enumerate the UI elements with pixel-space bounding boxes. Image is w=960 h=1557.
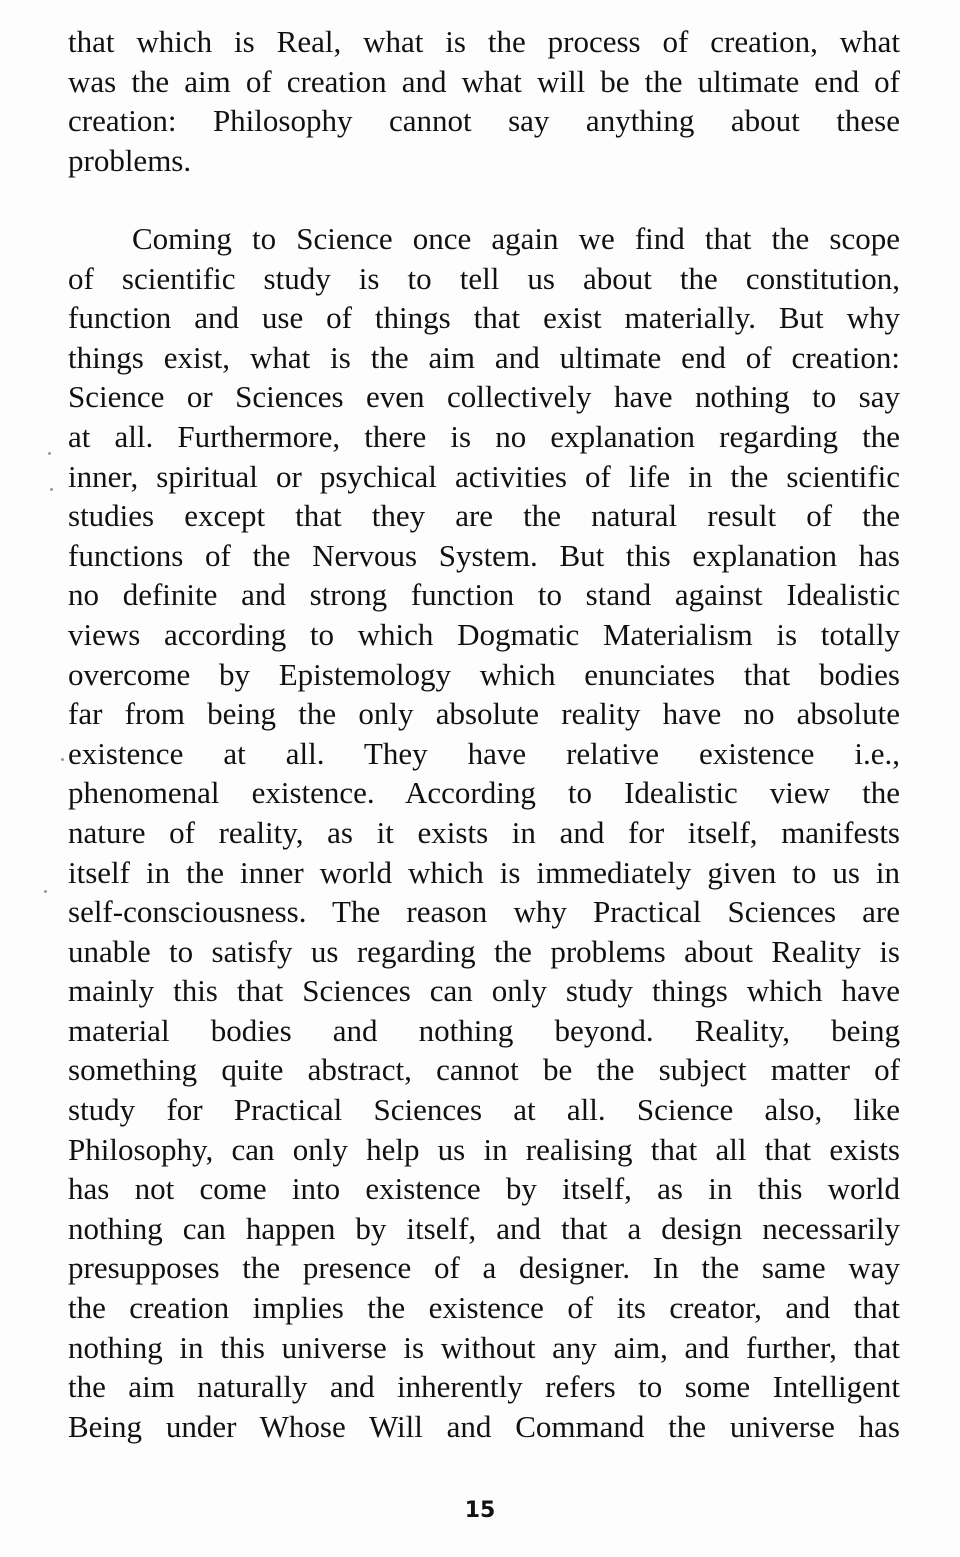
text-line: studies except that they are the natural result of the	[68, 498, 900, 534]
text-line: function and use of things that exist materially. But why	[68, 300, 900, 336]
text-line: inner, spiritual or psychical activities of life in the scientific	[68, 458, 900, 494]
scan-speck	[50, 488, 53, 491]
text-line: itself in the inner world which is immediately given to us in	[68, 854, 900, 890]
scan-speck	[44, 890, 47, 893]
text-line: no definite and strong function to stand against Idealistic	[68, 577, 900, 613]
text-line: nature of reality, as it exists in and for itself, manifests	[68, 814, 900, 850]
text-line: the aim naturally and inherently refers to some Intelligent	[68, 1369, 900, 1405]
text-line: things exist, what is the aim and ultimate end of creation:	[68, 339, 900, 375]
text-line: far from being the only absolute reality have no absolute	[68, 696, 900, 732]
text-line: phenomenal existence. According to Idealistic view the	[68, 775, 900, 811]
paragraph-1	[68, 22, 900, 180]
text-line: Being under Whose Will and Command the universe has	[68, 1408, 900, 1444]
text-line: mainly this that Sciences can only study things which have	[68, 973, 900, 1009]
page-number: 15	[464, 1498, 496, 1523]
text-line: of scientific study is to tell us about the constitution,	[68, 260, 900, 296]
text-line: that which is Real, what is the process of creation, what	[68, 24, 900, 59]
text-line: nothing can happen by itself, and that a design necessarily	[68, 1210, 900, 1246]
text-line: overcome by Epistemology which enunciates that bodies	[68, 656, 900, 692]
text-line: Coming to Science once again we find that the scope	[132, 221, 900, 256]
text-line: Science or Sciences even collectively have nothing to say	[68, 379, 900, 415]
text-line: creation: Philosophy cannot say anything about these	[68, 103, 900, 139]
text-line: at all. Furthermore, there is no explanation regarding the	[68, 418, 900, 454]
scan-speck	[61, 758, 64, 761]
text-line: something quite abstract, cannot be the subject matter of	[68, 1052, 900, 1088]
text-line: material bodies and nothing beyond. Reality, being	[68, 1012, 900, 1048]
text-line: Philosophy, can only help us in realising that all that exists	[68, 1131, 900, 1167]
text-line: views according to which Dogmatic Materialism is totally	[68, 616, 900, 652]
text-line: existence at all. They have relative existence i.e.,	[68, 735, 900, 771]
text-line: study for Practical Sciences at all. Science also, like	[68, 1092, 900, 1128]
text-line: problems.	[68, 142, 192, 178]
text-line: the creation implies the existence of its creator, and that	[68, 1290, 900, 1326]
text-line: has not come into existence by itself, as in this world	[68, 1171, 900, 1207]
text-line: self-consciousness. The reason why Practical Sciences are	[68, 894, 900, 930]
text-line: functions of the Nervous System. But this explanation has	[68, 537, 900, 573]
paragraph-2	[68, 219, 900, 1446]
text-line: presupposes the presence of a designer. In the same way	[68, 1250, 900, 1286]
text-line: nothing in this universe is without any aim, and further, that	[68, 1329, 900, 1365]
text-line: was the aim of creation and what will be the ultimate end of	[68, 63, 900, 99]
scan-speck	[48, 452, 51, 455]
text-line: unable to satisfy us regarding the problems about Reality is	[68, 933, 900, 969]
